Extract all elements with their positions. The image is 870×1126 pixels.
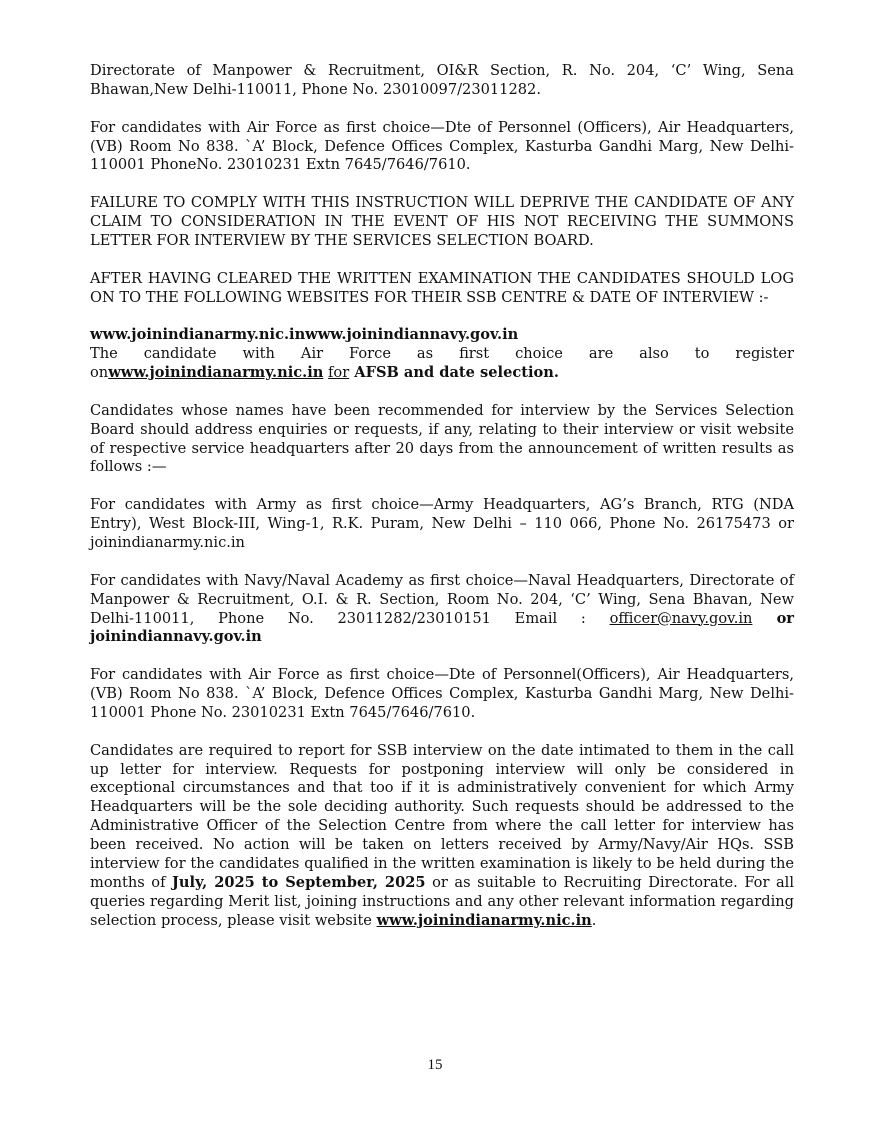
failure-warning: FAILURE TO COMPLY WITH THIS INSTRUCTION WILL DEPRIVE THE CANDIDATE OF ANY CLAIM TO CONSIDERATION IN THE EVENT OF HIS NOT RECEIVING THE SUMMONS LETTER FOR INTERVIEW BY THE SERVICES SELECTION BOARD.: [90, 194, 794, 249]
enquiries-intro: Candidates whose names have been recommended for interview by the Services Selection Board should address enquiries or requests, if any, relating to their interview or visit website of respective service headquarters after 20 days from the announcement of written results as follows :—: [90, 401, 794, 476]
after-exam-instruction: AFTER HAVING CLEARED THE WRITTEN EXAMINATION THE CANDIDATES SHOULD LOG ON TO THE FOLLOWING WEBSITES FOR THEIR SSB CENTRE & DATE OF INTERVIEW :-: [90, 269, 794, 306]
report-end: .: [591, 911, 597, 929]
for-word: for: [328, 364, 350, 382]
navy-website: or joinindiannavy.gov.in: [90, 609, 794, 646]
army-contact: For candidates with Army as first choice—Army Headquarters, AG’s Branch, RTG (NDA Entry), West Block-III, Wing-1, R.K. Puram, New Delhi – 110 066, Phone No. 26175473 or joinindianarmy.nic.in: [90, 496, 794, 551]
ssb-report-paragraph: [90, 742, 794, 931]
report-text: Candidates are required to report for SSB interview on the date intimated to them in the call up letter for interview. Requests for postponing interview will only be considered in exceptional circumstances and that too if it is administratively convenient for which Army Headquarters will be the sole deciding authority. Such requests should be addressed to the Administrative Officer of the Selection Centre from where the call letter for interview has been received. No action will be taken on letters received by Army/Navy/Air HQs. SSB interview for the candidates qualified in the written examination is likely to be held during the months of: [90, 741, 794, 891]
airforce-contact: For candidates with Air Force as first choice—Dte of Personnel(Officers), Air Headquarters, (VB) Room No 838. `A’ Block, Defence Offices Complex, Kasturba Gandhi Marg, New Delhi-110001 Phone No. 23010231 Extn 7645/7646/7610.: [90, 666, 794, 721]
document-page: [90, 62, 794, 950]
airforce-address: For candidates with Air Force as first choice—Dte of Personnel (Officers), Air Headquarters, (VB) Room No 838. `A’ Block, Defence Offices Complex, Kasturba Gandhi Marg, New Delhi-110001 PhoneNo. 23010231 Extn 7645/7646/7610.: [90, 118, 794, 174]
army-navy-websites: www.joinindianarmy.nic.inwww.joinindiannavy.gov.in: [90, 326, 519, 344]
interview-months: July, 2025 to September, 2025: [172, 873, 426, 891]
navy-directorate-address: Directorate of Manpower & Recruitment, OI&R Section, R. No. 204, ‘C’ Wing, Sena Bhawan,New Delhi-110011, Phone No. 23010097/23011282.: [90, 62, 794, 98]
airforce-register-note: [90, 345, 794, 383]
navy-contact: [90, 572, 794, 648]
report-text-2: or as suitable to Recruiting Directorate. For all queries regarding Merit list, joining instructions and any other relevant information regarding selection process, please visit website: [90, 873, 795, 929]
joinindianarmy-link[interactable]: www.joinindianarmy.nic.in: [108, 364, 324, 382]
page-number: 15: [427, 1057, 443, 1073]
navy-contact-text: For candidates with Navy/Naval Academy as first choice—Naval Headquarters, Directorate of Manpower & Recruitment, O.I. & R. Section, Room No. 204, ‘C’ Wing, Sena Bhavan, New Delhi-110011, Phone No. 23011282/23010151 Email :: [90, 571, 794, 627]
navy-email-link[interactable]: officer@navy.gov.in: [609, 609, 753, 627]
afsb-selection-text: AFSB and date selection.: [349, 364, 559, 382]
joinindianarmy-website-link[interactable]: www.joinindianarmy.nic.in: [376, 911, 592, 929]
airforce-register-text: The candidate with Air Force as first choice are also to register on: [90, 345, 794, 382]
